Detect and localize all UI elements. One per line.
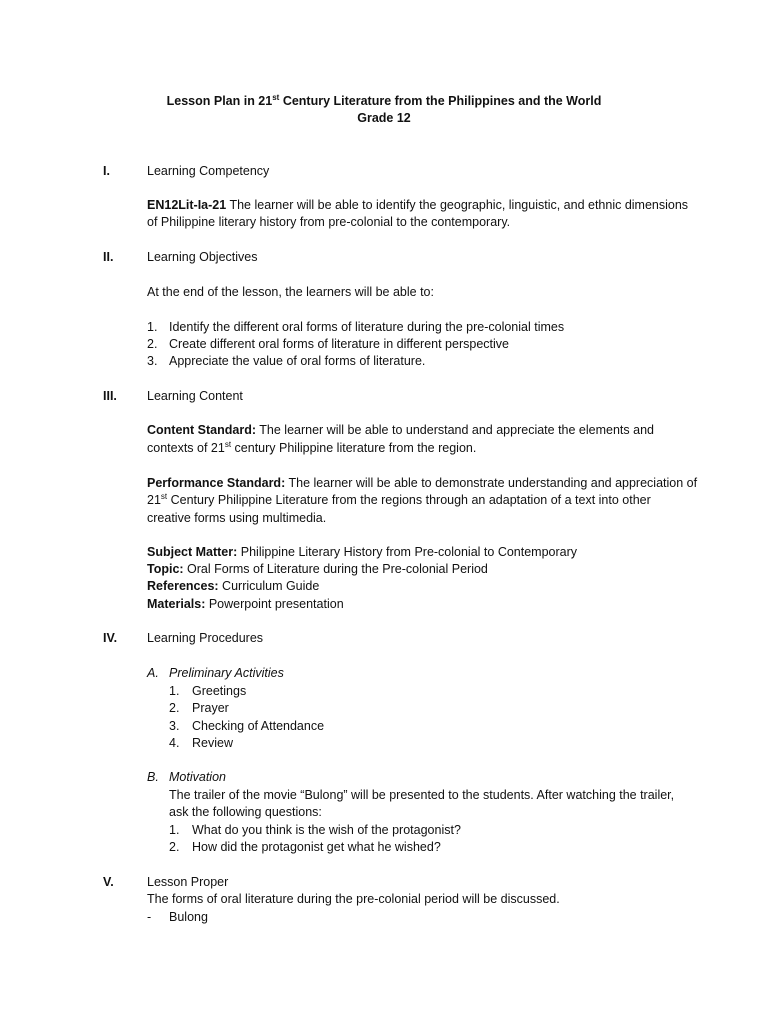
topic (147, 561, 488, 578)
content-standard-sup: st (224, 439, 232, 449)
performance-standard-text-2a: 21 (147, 493, 161, 507)
motivation-line-2: ask the following questions: (169, 805, 322, 819)
question-item-text: What do you think is the wish of the protagonist? (192, 823, 461, 837)
title-post: Century Literature from the Philippines and the World (279, 94, 602, 108)
section-4-heading: Learning Procedures (147, 631, 264, 645)
competency-line-1 (147, 197, 688, 214)
section-1-heading: Learning Competency (147, 164, 270, 178)
objectives-intro: At the end of the lesson, the learners will be able to: (147, 285, 434, 299)
subsection-a-title: Preliminary Activities (169, 666, 284, 680)
section-1-numeral: I. (103, 164, 110, 178)
content-standard-line-1 (147, 422, 654, 439)
section-5-heading: Lesson Proper (147, 875, 229, 889)
section-3-numeral: III. (103, 389, 117, 403)
subject-matter (147, 544, 577, 561)
objective-item-num: 1. (147, 320, 158, 334)
section-5-numeral: V. (103, 875, 114, 889)
competency-line-2: of Philippine literary history from pre-colonial to the contemporary. (147, 215, 511, 229)
question-item-num: 2. (169, 840, 180, 854)
activity-item-text: Review (192, 736, 233, 750)
objective-item-text: Create different oral forms of literature in different perspective (169, 337, 509, 351)
content-standard-text-1: The learner will be able to understand and appreciate the elements and (256, 423, 654, 437)
activity-item-num: 3. (169, 719, 180, 733)
section-4-numeral: IV. (103, 631, 118, 645)
content-standard-text-2a: contexts of 21 (147, 441, 225, 455)
performance-standard-text-1: The learner will be able to demonstrate understanding and appreciation of (285, 476, 698, 490)
performance-standard-label: Performance Standard: (147, 476, 286, 490)
question-item-text: How did the protagonist get what he wished? (192, 840, 441, 854)
subsection-b-title: Motivation (169, 770, 226, 784)
section-3-heading: Learning Content (147, 389, 243, 403)
activity-item-num: 1. (169, 684, 180, 698)
references-value: Curriculum Guide (218, 579, 320, 593)
performance-standard-line-1 (147, 475, 697, 492)
activity-item-text: Checking of Attendance (192, 719, 325, 733)
question-item-num: 1. (169, 823, 180, 837)
subject-matter-value: Philippine Literary History from Pre-colonial to Contemporary (237, 545, 578, 559)
references (147, 578, 319, 595)
performance-standard-line-3: creative forms using multimedia. (147, 511, 327, 525)
performance-standard-sup: st (160, 491, 168, 501)
objective-item-text: Appreciate the value of oral forms of literature. (169, 354, 426, 368)
activity-item-text: Prayer (192, 701, 229, 715)
section-2-heading: Learning Objectives (147, 250, 258, 264)
materials-label: Materials: (147, 597, 206, 611)
content-standard-line-2 (147, 440, 476, 457)
motivation-line-1: The trailer of the movie “Bulong” will be presented to the students. After watching the trailer, (169, 788, 675, 802)
performance-standard-line-2 (147, 492, 651, 509)
topic-value: Oral Forms of Literature during the Pre-colonial Period (183, 562, 488, 576)
performance-standard-text-2b: Century Philippine Literature from the regions through an adaptation of a text into other (167, 493, 651, 507)
materials (147, 596, 344, 613)
competency-code: EN12Lit-Ia-21 (147, 198, 227, 212)
references-label: References: (147, 579, 219, 593)
activity-item-num: 2. (169, 701, 180, 715)
objective-item-num: 2. (147, 337, 158, 351)
materials-value: Powerpoint presentation (205, 597, 344, 611)
competency-text-1: The learner will be able to identify the geographic, linguistic, and ethnic dimensions (226, 198, 689, 212)
lesson-proper-text: The forms of oral literature during the pre-colonial period will be discussed. (147, 892, 560, 906)
subsection-a-letter: A. (147, 666, 159, 680)
objective-item-num: 3. (147, 354, 158, 368)
bullet-marker: - (147, 910, 152, 924)
bullet-text: Bulong (169, 910, 208, 924)
topic-label: Topic: (147, 562, 184, 576)
title-pre: Lesson Plan in 21 (166, 94, 273, 108)
objective-item-text: Identify the different oral forms of literature during the pre-colonial times (169, 320, 565, 334)
section-2-numeral: II. (103, 250, 114, 264)
title-sup: st (272, 92, 280, 102)
subject-matter-label: Subject Matter: (147, 545, 238, 559)
document-grade: Grade 12 (357, 111, 411, 125)
activity-item-text: Greetings (192, 684, 247, 698)
content-standard-label: Content Standard: (147, 423, 257, 437)
activity-item-num: 4. (169, 736, 180, 750)
document-title (0, 93, 768, 110)
content-standard-text-2b: century Philippine literature from the region. (231, 441, 477, 455)
subsection-b-letter: B. (147, 770, 159, 784)
